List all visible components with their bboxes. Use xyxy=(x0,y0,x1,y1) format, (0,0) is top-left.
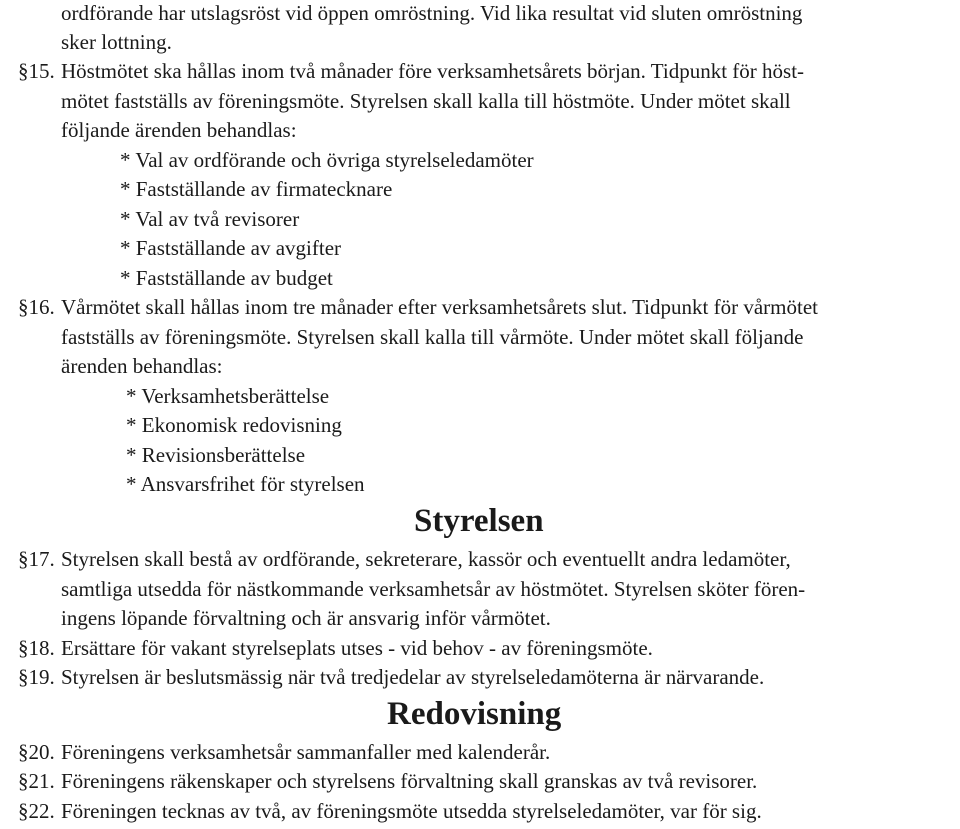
section-number: §15. xyxy=(18,59,55,83)
section-heading: Redovisning xyxy=(387,696,562,732)
section-number: §16. xyxy=(18,295,55,319)
list-item: * Ekonomisk redovisning xyxy=(126,413,342,437)
section-line: fastställs av föreningsmöte. Styrelsen skall kalla till vårmöte. Under mötet skall följande xyxy=(61,325,804,349)
section-line: samtliga utsedda för nästkommande verksamhetsår av höstmötet. Styrelsen sköter fören- xyxy=(61,577,806,601)
list-item: * Revisionsberättelse xyxy=(126,443,306,467)
section-line: ingens löpande förvaltning och är ansvarig inför vårmötet. xyxy=(61,606,551,630)
section-number: §20. xyxy=(18,740,55,764)
list-item: * Val av ordförande och övriga styrelseledamöter xyxy=(120,148,534,172)
section-number: §21. xyxy=(18,769,55,793)
intro-line: ordförande har utslagsröst vid öppen omröstning. Vid lika resultat vid sluten omröstning xyxy=(61,1,803,25)
section-line: ärenden behandlas: xyxy=(61,354,223,378)
section-line: Föreningen tecknas av två, av föreningsmöte utsedda styrelseledamöter, var för sig. xyxy=(61,799,762,823)
section-line: Styrelsen skall bestå av ordförande, sekreterare, kassör och eventuellt andra ledamöter, xyxy=(61,547,791,571)
list-item: * Verksamhetsberättelse xyxy=(126,384,330,408)
section-number: §22. xyxy=(18,799,55,823)
section-line: Styrelsen är beslutsmässig när två tredjedelar av styrelseledamöterna är närvarande. xyxy=(61,665,765,689)
section-line: mötet fastställs av föreningsmöte. Styrelsen skall kalla till höstmöte. Under mötet skall xyxy=(61,89,791,113)
list-item: * Ansvarsfrihet för styrelsen xyxy=(126,472,365,496)
section-line: följande ärenden behandlas: xyxy=(61,118,297,142)
section-number: §18. xyxy=(18,636,55,660)
section-line: Vårmötet skall hållas inom tre månader efter verksamhetsårets slut. Tidpunkt för vårmötet xyxy=(61,295,818,319)
list-item: * Fastställande av avgifter xyxy=(120,236,342,260)
list-item: * Fastställande av firmatecknare xyxy=(120,177,393,201)
section-heading: Styrelsen xyxy=(414,503,544,539)
section-number: §17. xyxy=(18,547,55,571)
list-item: * Fastställande av budget xyxy=(120,266,333,290)
section-line: Höstmötet ska hållas inom två månader före verksamhetsårets början. Tidpunkt för höst- xyxy=(61,59,805,83)
section-line: Ersättare för vakant styrelseplats utses - vid behov - av föreningsmöte. xyxy=(61,636,653,660)
list-item: * Val av två revisorer xyxy=(120,207,300,231)
section-line: Föreningens verksamhetsår sammanfaller med kalenderår. xyxy=(61,740,551,764)
section-line: Föreningens räkenskaper och styrelsens förvaltning skall granskas av två revisorer. xyxy=(61,769,758,793)
section-number: §19. xyxy=(18,665,55,689)
intro-line: sker lottning. xyxy=(61,30,172,54)
